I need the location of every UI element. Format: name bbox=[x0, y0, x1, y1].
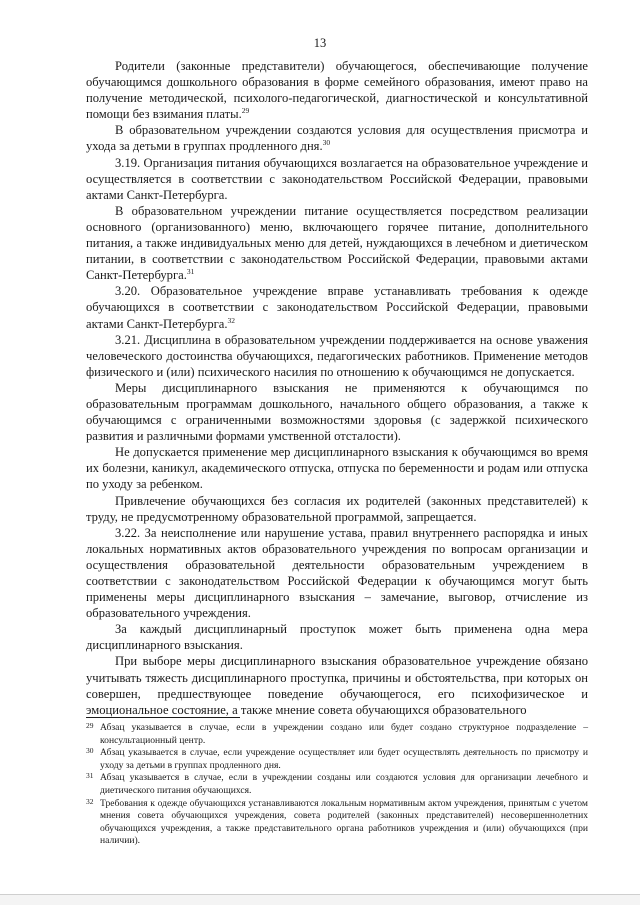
footnote-number: 32 bbox=[86, 796, 94, 806]
main-text bbox=[86, 58, 588, 718]
footnote-32 bbox=[86, 798, 588, 848]
footnote-ref[interactable]: 31 bbox=[186, 267, 195, 277]
paragraph-text: Родители (законные представители) обучающегося, обеспечивающие получение обучающимся дошкольного образования в форме семейного образования, имеют право на получение методической, психолого-педагогической, диагностической и консультативной помощи без взимания платы. bbox=[86, 59, 588, 122]
page-number: 13 bbox=[313, 36, 327, 50]
paragraph-text: 3.22. За неисполнение или нарушение устава, правил внутреннего распорядка и иных локальных нормативных актов образовательного учреждения по вопросам организации и осуществления образовательной деятельности образовательным учреждением в соответствии с законодательством Российской Федерации к обучающимся могут быть применены меры дисциплинарного взыскания – замечание, выговор, отчисление из образовательного учреждения. bbox=[86, 525, 588, 621]
footnote-31 bbox=[86, 772, 588, 797]
paragraph-labor-consent bbox=[86, 493, 588, 525]
footnote-number: 29 bbox=[86, 721, 94, 730]
scan-bottom-edge bbox=[0, 894, 640, 905]
paragraph-text: 3.19. Организация питания обучающихся возлагается на образовательное учреждение и осуществляется в соответствии с законодательством Российской Федерации, правовыми актами Санкт-Петербурга. bbox=[86, 155, 588, 202]
paragraph-nutrition-menu bbox=[86, 203, 588, 283]
footnote-number: 31 bbox=[86, 771, 94, 781]
paragraph-parents-consultation bbox=[86, 58, 588, 122]
paragraph-text: 3.20. Образовательное учреждение вправе устанавливать требования к одежде обучающихся в соответствии с законодательством Российской Федерации, правовыми актами Санкт-Петербурга. bbox=[86, 284, 588, 331]
paragraph-measure-choice bbox=[86, 653, 588, 717]
paragraph-text: Меры дисциплинарного взыскания не применяются к обучающимся по образовательным программам дошкольного, начального общего образования, а также к обучающимся с ограниченными возможностями здоровья (с задержкой психического развития и различными формами умственной отсталости). bbox=[86, 380, 588, 444]
paragraph-3-19 bbox=[86, 155, 588, 203]
paragraph-3-21 bbox=[86, 332, 588, 380]
footnote-text: Абзац указывается в случае, если в учреждении создано или будет создано структурное подразделение – консультационный центр. bbox=[100, 722, 588, 746]
paragraph-text: В образовательном учреждении питание осуществляется посредством реализации основного (организованного) меню, включающего горячее питание, дополнительного питания, а также индивидуальных меню для детей, нуждающихся в лечебном и диетическом питании, в соответствии с законодательством Российской Федерации, правовыми актами Санкт-Петербурга. bbox=[86, 203, 588, 283]
footnote-text: Абзац указывается в случае, если учреждение осуществляет или будет осуществлять деятельность по присмотру и уходу за детьми в группах продленного дня. bbox=[100, 747, 588, 771]
paragraph-3-22 bbox=[86, 525, 588, 622]
paragraph-text: За каждый дисциплинарный проступок может быть применена одна мера дисциплинарного взыскания. bbox=[86, 622, 588, 653]
paragraph-text: Привлечение обучающихся без согласия их родителей (законных представителей) к труду, не предусмотренному образовательной программой, запрещается. bbox=[86, 493, 588, 524]
paragraph-extended-day bbox=[86, 122, 588, 154]
footnote-ref[interactable]: 30 bbox=[322, 138, 331, 148]
footnote-ref[interactable]: 29 bbox=[241, 106, 250, 116]
paragraph-no-discipline-illness bbox=[86, 444, 588, 492]
paragraph-text: Не допускается применение мер дисциплинарного взыскания к обучающимся во время их болезни, каникул, академического отпуска, отпуска по беременности и родам или отпуска по уходу за ребенком. bbox=[86, 445, 588, 492]
paragraph-one-measure bbox=[86, 621, 588, 653]
paragraph-text: 3.21. Дисциплина в образовательном учреждении поддерживается на основе уважения человеческого достоинства обучающихся, педагогических работников. Применение методов физического и (или) психического насилия по отношению к обучающимся не допускается. bbox=[86, 332, 588, 379]
paragraph-text: В образовательном учреждении создаются условия для осуществления присмотра и ухода за детьми в группах продленного дня. bbox=[86, 123, 588, 154]
footnote-number: 30 bbox=[86, 746, 94, 756]
paragraph-3-20 bbox=[86, 283, 588, 331]
footnote-text: Требования к одежде обучающихся устанавливаются локальным нормативным актом учреждения, принятым с учетом мнения совета обучающихся учреждения, совета родителей (законных представителей) несовершеннолетних обучающихся учреждения, а также представительного органа работников учреждения и (или) обучающихся (при наличии). bbox=[100, 797, 588, 847]
paragraph-no-discipline-preschool bbox=[86, 380, 588, 444]
footnote-29 bbox=[86, 722, 588, 747]
footnotes bbox=[86, 722, 588, 848]
footnote-ref[interactable]: 32 bbox=[227, 315, 236, 325]
footnote-separator bbox=[86, 717, 240, 718]
footnote-30 bbox=[86, 747, 588, 772]
footnote-text: Абзац указывается в случае, если в учреждении созданы или создаются условия для организации лечебного и диетического питания обучающихся. bbox=[100, 772, 588, 796]
paragraph-text: При выборе меры дисциплинарного взыскания образовательное учреждение обязано учитывать тяжесть дисциплинарного проступка, причины и обстоятельства, при которых он совершен, предшествующее поведение обучающегося, его психофизическое и эмоциональное состояние, а также мнение совета обучающихся образовательного bbox=[86, 654, 588, 717]
